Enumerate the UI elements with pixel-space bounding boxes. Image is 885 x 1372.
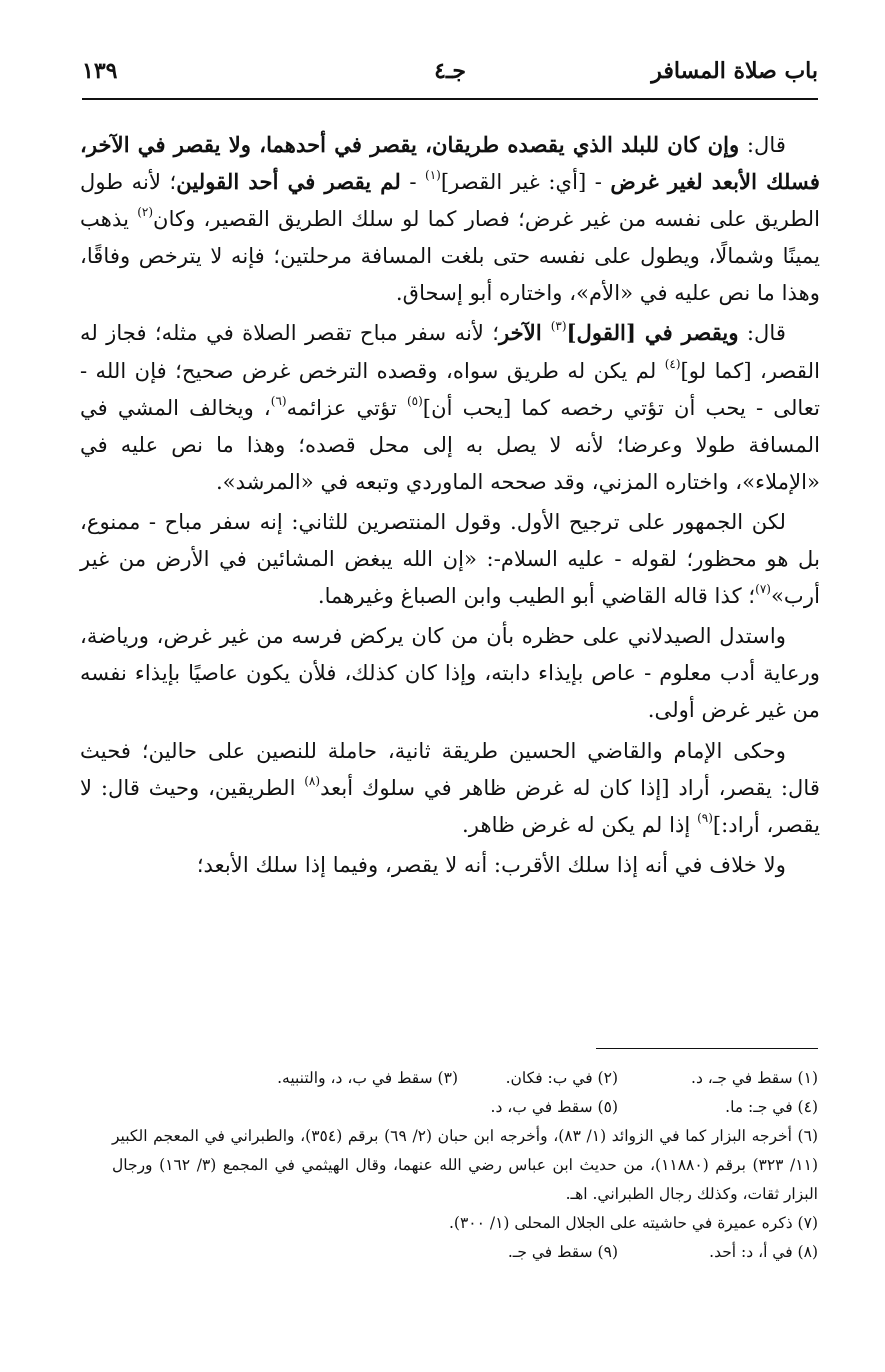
text-run: وإن كان للبلد الذي يقصده طريقان، يقصر في أحدهما، ولا يقصر في الآخر، فسلك الأبعد لغير غرض: [80, 132, 821, 195]
footnote-2: (٢) في ب: فكان.: [505, 1069, 618, 1087]
footnote-7: (٧) ذكره عميرة في حاشيته على الجلال المحلى (١/ ٣٠٠).: [448, 1214, 818, 1232]
footnote-8: (٨) في أ، د: أحد.: [709, 1243, 818, 1261]
paragraph: [80, 732, 820, 843]
text-run: لكن الجمهور على ترجيح الأول. وقول المنتصرين للثاني: إنه سفر مباح - ممنوع، بل هو محظور؛ لقوله - عليه السلام-: «إن الله يبغض المشائين في الأرض من غير أرب»: [80, 508, 820, 609]
footnote-ref: (٤): [664, 356, 681, 371]
text-run: يذهب يمينًا وشمالًا، ويطول على نفسه حتى بلغت المسافة مرحلتين؛ فإنه لا يترخص وفاقًا، وهذا ما نص عليه في «الأم»، واختاره أبو إسحاق.: [80, 206, 820, 306]
footnote-divider: [596, 1048, 818, 1049]
running-header: [82, 58, 818, 94]
footnote-ref: (٦): [270, 393, 287, 408]
text-run: قال:: [739, 132, 786, 157]
footnote-1: (١) سقط في جـ، د.: [691, 1069, 818, 1087]
paragraph: [80, 503, 820, 614]
paragraph: [80, 126, 820, 311]
text-run: ؛ لأنه طول الطريق على نفسه من غير غرض؛ فصار كما لو سلك الطريق القصير، وكان: [80, 169, 820, 232]
text-run: الآخر: [498, 320, 551, 346]
text-run: تؤتي عزائمه: [286, 394, 407, 420]
paragraph: [80, 617, 820, 728]
footnote-4: (٤) في جـ: ما.: [725, 1098, 818, 1116]
footnote-5: (٥) سقط في ب، د.: [490, 1098, 618, 1116]
text-run: -: [400, 169, 426, 195]
footnote-ref: (٧): [755, 582, 771, 597]
volume-label: جـ٤: [434, 58, 466, 84]
text-run: ؛ كذا قاله القاضي أبو الطيب وابن الصباغ وغيرهما.: [317, 583, 756, 609]
text-run: لم يكن له طريق سواه، وقصده الترخص غرض صحيح؛ فإن الله - تعالى - يحب أن تؤتي رخصه كما [يحب أن]: [80, 357, 820, 420]
footnote-ref: (٨): [304, 773, 321, 788]
main-text: [80, 126, 820, 883]
footnote-ref: (٥): [406, 393, 423, 408]
footnote-ref: (٢): [137, 205, 154, 220]
text-run: ولا خلاف في أنه إذا سلك الأقرب: أنه لا يقصر، وفيما إذا سلك الأبعد؛: [196, 851, 786, 877]
text-run: واستدل الصيدلاني على حظره بأن من كان يركض فرسه من غير غرض، ورياضة، ورعاية أدب معلوم - عاص بإيذاء دابته، وإذا كان كذلك، فلأن يكون عاصيًا بإيذاء نفسه من غير غرض أولى.: [80, 623, 820, 723]
footnote-ref: (٩): [697, 810, 713, 825]
footnote-6: (٦) أخرجه البزار كما في الزوائد (١/ ٨٣)، وأخرجه ابن حبان (٢/ ٦٩) برقم (٣٥٤)، والطبراني في المعجم الكبير (١١/ ٣٢٣) برقم (١١٨٨٠)، من حديث ابن عباس رضي الله عنهما، وقال الهيثمي في المجمع (٣/ ١٦٢) ورجال البزار ثقات، وكذلك رجال الطبراني. اهـ.: [112, 1127, 819, 1203]
page-number: ١٣٩: [82, 58, 118, 84]
text-run: ويقصر في [القول]: [566, 320, 739, 346]
text-run: لم يقصر في أحد القولين: [176, 169, 401, 195]
paragraph: [80, 846, 820, 883]
text-run: ؛ لأنه سفر مباح تقصر الصلاة في مثله؛ فجاز له القصر، [كما لو]: [80, 320, 820, 383]
footnote-row: [112, 1093, 818, 1122]
footnote-ref: (٣): [550, 319, 567, 334]
footnote-9: (٩) سقط في جـ.: [507, 1243, 618, 1261]
text-run: - [أي: غير القصر]: [440, 169, 611, 195]
text-run: قال:: [738, 320, 786, 346]
text-run: وحكى الإمام والقاضي الحسين طريقة ثانية، حاملة للنصين على حالين؛ فحيث قال: يقصر، أراد [إذا كان له غرض ظاهر في سلوك أبعد: [80, 737, 820, 800]
footnotes: [112, 1064, 818, 1267]
footnote-row: [112, 1238, 818, 1267]
text-run: الطريقين، وحيث قال: لا يقصر، أراد:]: [80, 774, 820, 837]
footnote-ref: (١): [425, 168, 441, 183]
header-divider: [82, 98, 818, 100]
text-run: ، ويخالف المشي في المسافة طولا وعرضا؛ لأنه لا يصل به إلى محل قصده؛ وهذا ما نص عليه في «الإملاء»، واختاره المزني، وقد صححه الماوردي وتبعه في «المرشد».: [80, 394, 820, 494]
paragraph: [80, 314, 820, 499]
footnote-row: [112, 1064, 818, 1093]
chapter-title: باب صلاة المسافر: [651, 58, 818, 84]
footnote-3: (٣) سقط في ب، د، والتنبيه.: [277, 1069, 458, 1087]
text-run: إذا لم يكن له غرض ظاهر.: [462, 811, 698, 837]
